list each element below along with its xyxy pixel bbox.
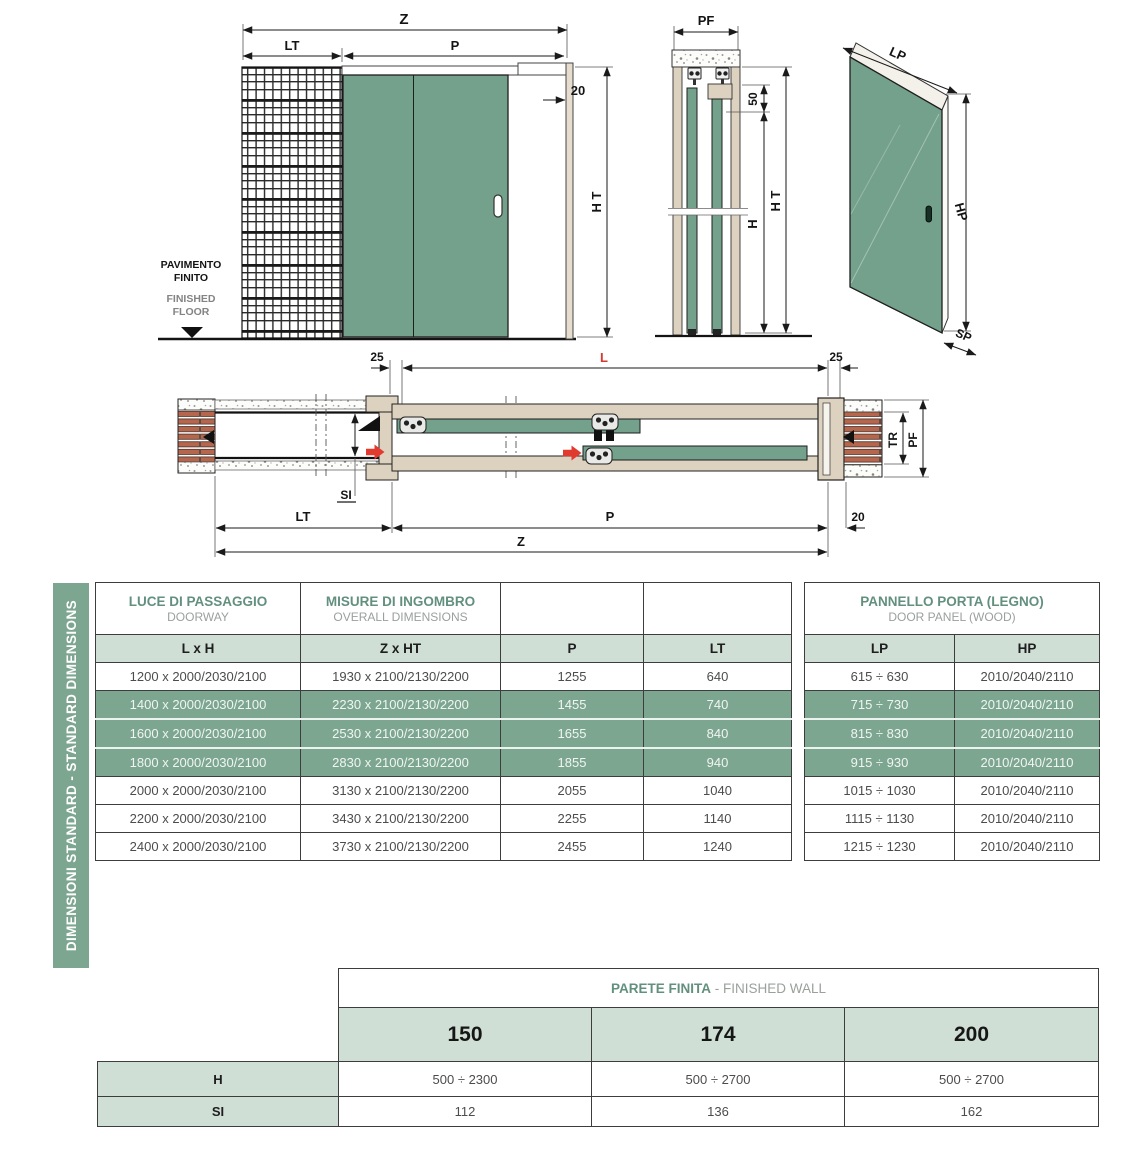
table-row: 1215 ÷ 1230 2010/2040/2110 xyxy=(805,833,1100,861)
col-header-zxht: Z x HT xyxy=(301,635,501,663)
table-row: 1800 x 2000/2030/2100 2830 x 2100/2130/2200 1855 940 xyxy=(96,748,792,777)
roller-trolley xyxy=(716,68,729,85)
table-row: 815 ÷ 830 2010/2040/2110 xyxy=(805,719,1100,748)
table-row-si: SI 112 136 162 xyxy=(98,1097,1099,1127)
empty-cell xyxy=(98,969,339,1008)
table-row: 715 ÷ 730 2010/2040/2110 xyxy=(805,691,1100,720)
dim-label-p-plan: P xyxy=(605,509,615,524)
dim-label-lt-plan: LT xyxy=(295,509,311,524)
table-row: 1400 x 2000/2030/2100 2230 x 2100/2130/2200 1455 740 xyxy=(96,691,792,720)
table-row: 1200 x 2000/2030/2100 1930 x 2100/2130/2200 1255 640 xyxy=(96,663,792,691)
dim-label-ht-section: H T xyxy=(768,190,783,212)
col-header-lt: LT xyxy=(644,635,792,663)
table-row: 2000 x 2000/2030/2100 3130 x 2100/2130/2200 2055 1040 xyxy=(96,777,792,805)
entrance-jamb-post xyxy=(379,412,392,464)
door-panel-front xyxy=(583,446,807,460)
standard-dimensions-table xyxy=(95,582,792,861)
standard-dimensions-banner-label: DIMENSIONI STANDARD - STANDARD DIMENSIONS xyxy=(63,599,79,952)
floor-guide xyxy=(713,329,721,335)
finished-floor-label-en-2: FLOOR xyxy=(172,306,210,318)
dim-label-pf-plan: PF xyxy=(906,432,920,448)
table-row: 1600 x 2000/2030/2100 2530 x 2100/2130/2200 1655 840 xyxy=(96,719,792,748)
wall-face-left xyxy=(673,67,682,335)
dim-label-lp: LP xyxy=(887,43,909,65)
group-header-empty xyxy=(644,583,792,635)
dim-label-si: SI xyxy=(340,488,352,502)
table-row: 1115 ÷ 1130 2010/2040/2110 xyxy=(805,805,1100,833)
door-panel-section-2 xyxy=(712,99,722,333)
dim-label-h: H xyxy=(745,219,760,229)
finished-floor-label-en-1: FINISHED xyxy=(166,293,216,305)
dim-label-50: 50 xyxy=(746,92,760,106)
pocket-plaster-bottom xyxy=(215,461,390,470)
wall-face-right xyxy=(731,67,740,335)
roller-trolley xyxy=(688,68,701,85)
closing-jamb xyxy=(818,398,844,480)
row-label-si: SI xyxy=(98,1097,339,1127)
dim-label-z: Z xyxy=(399,11,409,28)
dim-label-sp: SP xyxy=(953,325,974,345)
finished-wall-title: PARETE FINITA - FINISHED WALL xyxy=(339,969,1099,1008)
dim-label-pf-top: PF xyxy=(697,13,715,28)
finished-wall-table xyxy=(97,968,1099,1127)
finished-floor-label-it-1: PAVIMENTO xyxy=(160,259,222,271)
group-header-doorway: LUCE DI PASSAGGIO DOORWAY xyxy=(96,583,301,635)
pocket-plaster-top xyxy=(215,400,390,409)
col-header-lxh: L x H xyxy=(96,635,301,663)
dim-label-z-plan: Z xyxy=(517,534,525,549)
panel-handle xyxy=(926,206,932,222)
concrete-lintel xyxy=(672,50,740,67)
sliding-door-panel xyxy=(343,75,508,337)
door-jamb xyxy=(566,63,573,339)
track-bar xyxy=(342,66,518,75)
vertical-section-drawing xyxy=(655,13,812,336)
group-header-overall: MISURE DI INGOMBRO OVERALL DIMENSIONS xyxy=(301,583,501,635)
dim-label-lt: LT xyxy=(284,38,300,53)
dim-label-25-right: 25 xyxy=(829,350,843,364)
group-header-empty xyxy=(501,583,644,635)
dim-label-25-left: 25 xyxy=(370,350,384,364)
front-elevation-drawing xyxy=(158,11,613,339)
col-header-p: P xyxy=(501,635,644,663)
dim-label-l: L xyxy=(600,350,608,365)
panel-side-edge xyxy=(942,96,948,333)
table-row: 2400 x 2000/2030/2100 3730 x 2100/2130/2200 2455 1240 xyxy=(96,833,792,861)
rubber-stop-wedge xyxy=(358,416,380,431)
table-row-h: H 500 ÷ 2300 500 ÷ 2700 500 ÷ 2700 xyxy=(98,1062,1099,1097)
row-label-h: H xyxy=(98,1062,339,1097)
dim-label-hp: HP xyxy=(951,201,971,223)
track-bar-end xyxy=(518,63,573,75)
wall-thickness-200: 200 xyxy=(845,1008,1099,1062)
dim-label-tr: TR xyxy=(886,432,900,448)
col-header-lp: LP xyxy=(805,635,955,663)
col-header-hp: HP xyxy=(955,635,1100,663)
table-row: 2200 x 2000/2030/2100 3430 x 2100/2130/2200 2255 1140 xyxy=(96,805,792,833)
roller-trolley xyxy=(400,417,426,433)
group-header-door-panel: PANNELLO PORTA (LEGNO) DOOR PANEL (WOOD) xyxy=(805,583,1100,635)
roller-trolley xyxy=(586,448,612,464)
door-panel-3d-drawing xyxy=(843,43,976,355)
horizontal-section-drawing xyxy=(178,350,929,557)
door-panel-table xyxy=(804,582,1100,861)
table-row: 1015 ÷ 1030 2010/2040/2110 xyxy=(805,777,1100,805)
standard-dimensions-banner xyxy=(53,583,89,968)
finished-floor-label-it-2: FINITO xyxy=(173,272,209,284)
panel-header-block xyxy=(708,84,732,99)
table-row: 915 ÷ 930 2010/2040/2110 xyxy=(805,748,1100,777)
technical-drawings xyxy=(0,0,1129,572)
dim-label-20: 20 xyxy=(570,83,586,98)
empty-cell xyxy=(98,1008,339,1062)
dim-label-20-plan: 20 xyxy=(851,510,865,524)
roller-trolley xyxy=(592,414,618,430)
dim-label-p: P xyxy=(450,38,460,53)
wall-thickness-174: 174 xyxy=(592,1008,845,1062)
pocket-frame-lattice xyxy=(242,67,342,338)
floor-guide xyxy=(688,329,696,335)
floor-marker-triangle xyxy=(181,327,203,338)
door-handle xyxy=(494,195,502,217)
break-gap xyxy=(668,208,748,215)
dim-label-ht: H T xyxy=(589,191,604,213)
wall-thickness-150: 150 xyxy=(339,1008,592,1062)
table-row: 615 ÷ 630 2010/2040/2110 xyxy=(805,663,1100,691)
